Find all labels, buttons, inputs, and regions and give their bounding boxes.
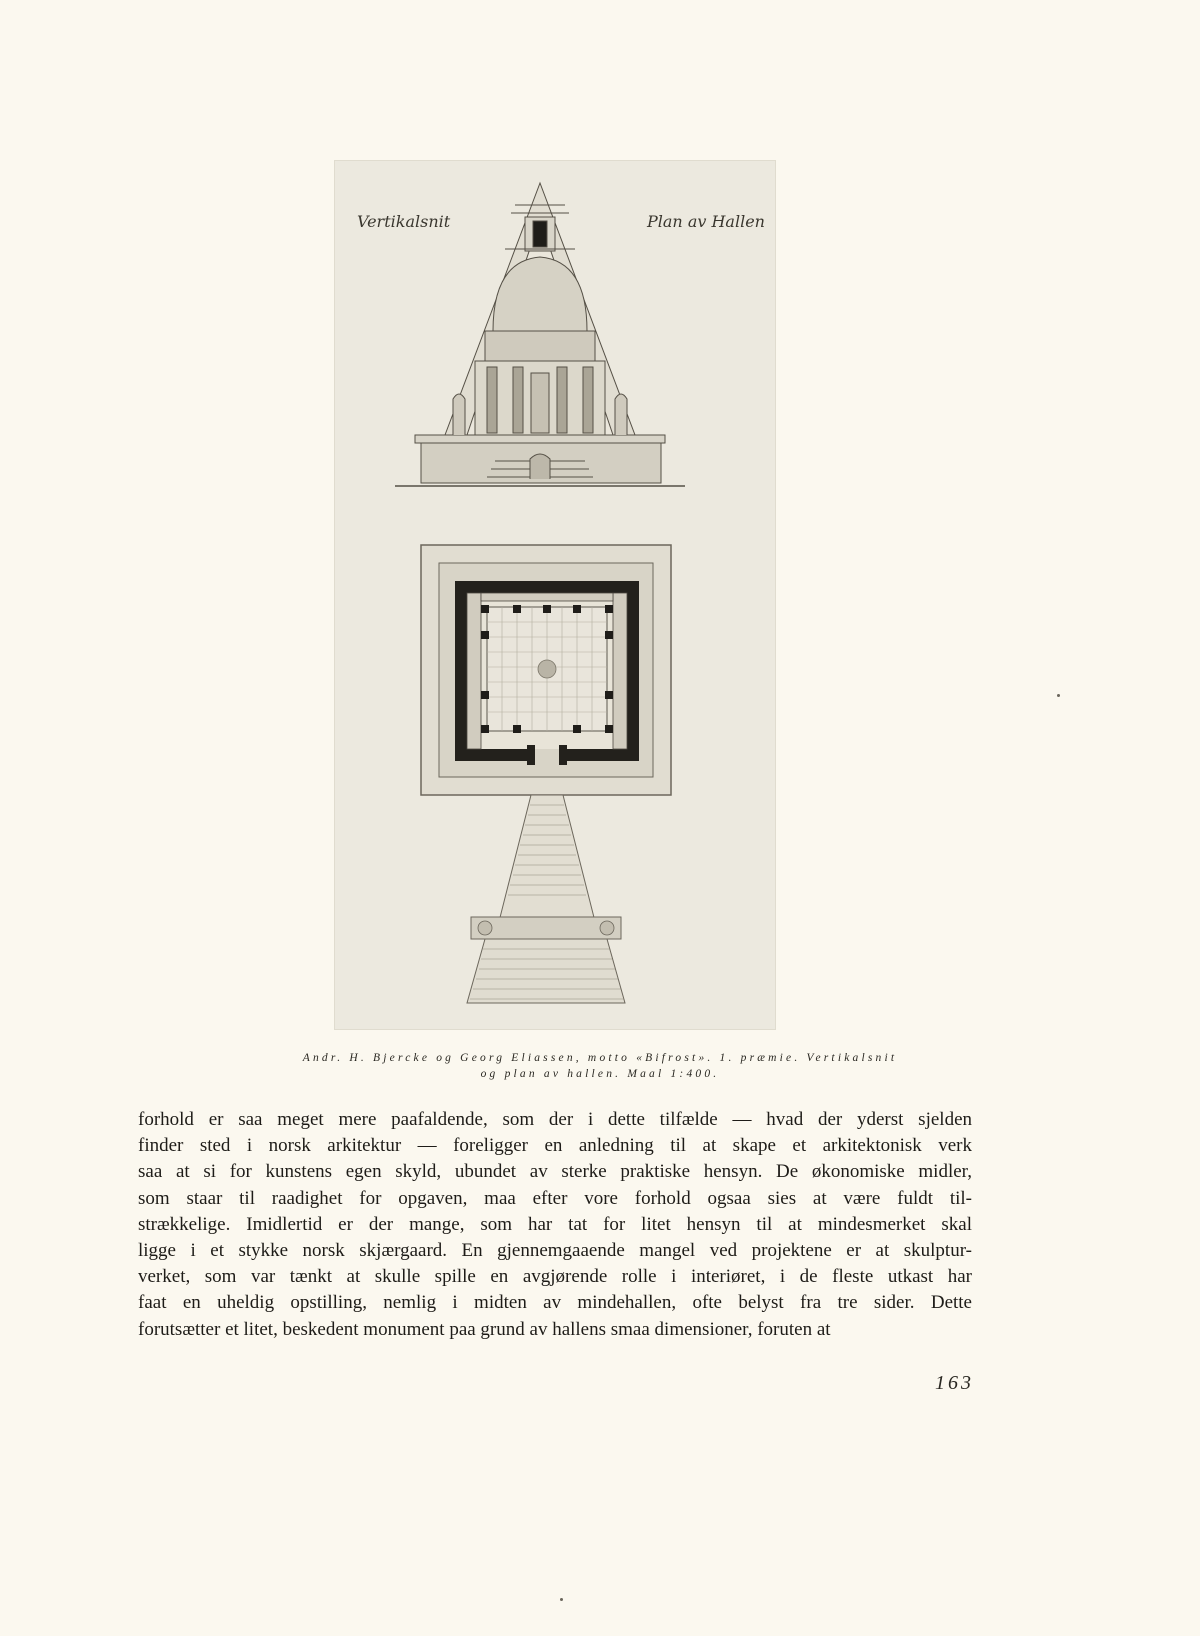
figure-caption (200, 1050, 1000, 1082)
label-vertikalsnit: Vertikalsnit (357, 212, 451, 231)
caption-line-2: og plan av hallen. Maal 1:400. (480, 1068, 720, 1080)
architectural-drawing-plate (334, 160, 776, 1030)
paper-speck (1057, 694, 1060, 697)
paper-speck (560, 1598, 563, 1601)
body-line: forutsætter et litet, beskedent monument paa grund av hallens smaa dimensioner, foruten at (138, 1318, 831, 1340)
body-paragraph (138, 1107, 972, 1343)
body-line: saa at si for kunstens egen skyld, ubundet av sterke praktiske hensyn. De økonomiske midler, (138, 1161, 972, 1183)
page-number: 163 (935, 1372, 974, 1394)
body-line: finder sted i norsk arkitektur — foreligger en anledning til at skape et arkitektonisk verk (138, 1135, 972, 1157)
body-line: verket, som var tænkt at skulle spille en avgjørende rolle i interiøret, i de fleste utkast har (138, 1266, 972, 1288)
body-line: forhold er saa meget mere paafaldende, som der i dette tilfælde — hvad der yderst sjelden (138, 1109, 972, 1130)
caption-line-1: Andr. H. Bjercke og Georg Eliassen, motto «Bifrost». 1. præmie. Vertikalsnit (302, 1052, 898, 1064)
floor-plan (421, 545, 671, 1003)
body-line: strækkelige. Imidlertid er der mange, som har tat for litet hensyn til at mindesmerket skal (138, 1213, 972, 1235)
drawing-svg (335, 161, 775, 1029)
body-line: faat en uheldig opstilling, nemlig i midten av mindehallen, ofte belyst fra tre sider. Dette (138, 1292, 972, 1314)
body-line: som staar til raadighet for opgaven, maa efter vore forhold ogsaa sies at være fuldt til- (138, 1187, 972, 1209)
body-line: ligge i et stykke norsk skjærgaard. En gjennemgaaende mangel ved projektene er at skulptur- (138, 1240, 972, 1262)
label-plan: Plan av Hallen (647, 212, 765, 231)
